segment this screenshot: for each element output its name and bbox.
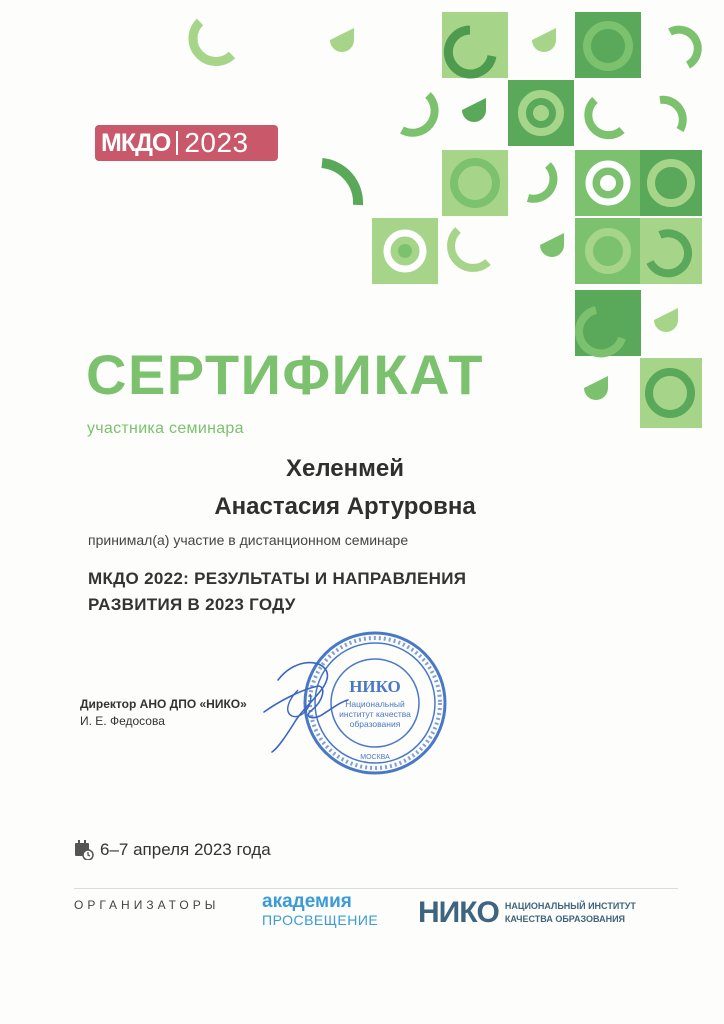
seminar-title-line2: РАЗВИТИЯ В 2023 ГОДУ [88,595,296,614]
signatory-name: И. Е. Федосова [80,714,165,728]
event-date [74,840,271,860]
niko-logo-mark: НИКО [418,896,499,929]
stamp-text-line1: Национальный [345,699,405,709]
event-logo-name: МКДО [101,128,171,157]
recipient-surname: Хеленмей [286,455,404,482]
footer-divider [74,888,678,889]
organizers-label: ОРГАНИЗАТОРЫ [74,898,220,912]
event-date-text: 6–7 апреля 2023 года [100,840,271,859]
calendar-icon [74,840,94,860]
academy-logo-line2: ПРОСВЕЩЕНИЕ [262,912,379,928]
signatory-role: Директор АНО ДПО «НИКО» [80,697,247,711]
niko-caption-line2: КАЧЕСТВА ОБРАЗОВАНИЯ [504,914,626,924]
signature [248,650,358,760]
participation-text: принимал(а) участие в дистанционном семинаре [88,532,409,548]
stamp-text-line3: образования [349,719,401,729]
seminar-title-line1: МКДО 2022: РЕЗУЛЬТАТЫ И НАПРАВЛЕНИЯ [88,569,467,588]
niko-logo-caption [505,900,636,926]
niko-caption-line1: НАЦИОНАЛЬНЫЙ ИНСТИТУТ [504,901,636,911]
academy-logo [262,893,378,929]
event-logo-divider [176,131,178,155]
niko-logo [418,896,636,930]
recipient-name [100,450,590,526]
academy-logo-line1: академия [262,891,352,912]
signatory-block [80,696,247,730]
stamp-city: МОСКВА [360,754,390,761]
recipient-given-names: Анастасия Артуровна [214,493,476,520]
stamp-title: НИКО [349,677,401,696]
certificate-title: СЕРТИФИКАТ [86,343,484,406]
event-logo-year: 2023 [184,127,249,158]
stamp-text-line2: институт качества [339,709,411,719]
event-logo [95,125,278,161]
certificate-subtitle: участника семинара [87,420,244,437]
seminar-title [88,566,558,618]
